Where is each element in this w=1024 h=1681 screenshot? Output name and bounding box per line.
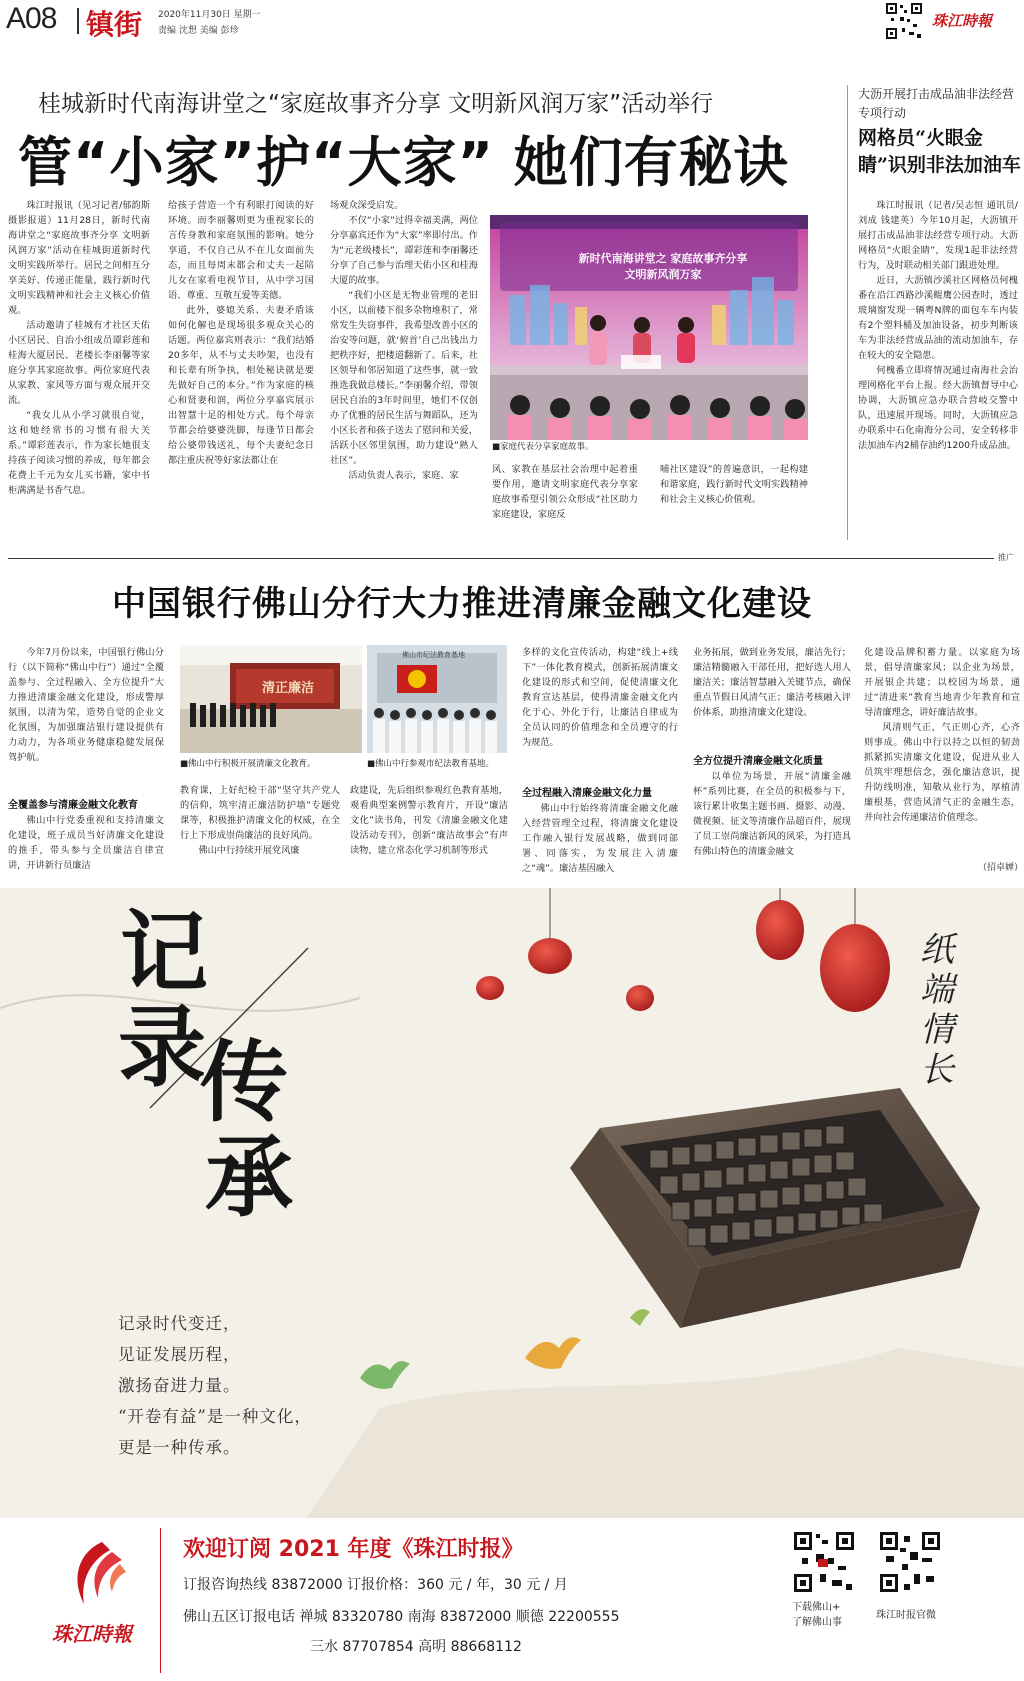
poster-char-3: 传: [200, 1030, 289, 1134]
bank-paragraph: 业务拓展，做到业务发展，廉洁先行；廉洁精髓融入干部任用，把好选人用人廉洁关；廉洁智慧融入关键节点，确保重点节假日风清气正；廉洁考核融入评价体系，助推清廉文化建设。: [693, 647, 851, 718]
paper-logo-icon: [62, 1538, 128, 1608]
masthead-qr-code: [885, 2, 923, 40]
lead-column-1: [8, 198, 150, 528]
bank-paragraph: 佛山中行党委重视和支持清廉文化建设，班子成员当好清廉文化建设的推手，带头参与全员廉洁自律宣讲，开讲新行员廉洁: [8, 815, 164, 871]
bank-subhead-3: 全方位提升清廉金融文化质量: [693, 756, 823, 767]
bank-paragraph: 今年7月份以来，中国银行佛山分行（以下简称“佛山中行”）通过“全覆盖参与、全过程融入、全方位提升”大力推进清廉金融文化建设，形成警厚氛围，以清为荣，造势自觉的企业文化氛围，为加强廉洁银行建设提供有力动力，为各项业务健康稳健发展保驾护航。: [8, 647, 164, 763]
bank-paragraph: 多样的文化宣传活动，构建“线上+线下”一体化教育模式，创新拓展清廉文化建设的形式和空间，促使清廉文化教育宣达基层，使得清廉金融文化内化于心、外化于行，让廉洁自律成为全员认同的价值理念和全员遵守的行为规范。: [522, 647, 678, 748]
movable-type-tray: [570, 1088, 980, 1328]
paper-logo-text: 珠江時報: [52, 1622, 132, 1646]
poem-line: 激扬奋进力量。: [118, 1376, 241, 1395]
bank-column-4: [522, 645, 678, 780]
bird-icon: [360, 1309, 650, 1389]
bank-column-1: [8, 645, 164, 763]
masthead-paper-logo: 珠江時報: [932, 12, 993, 30]
bank-subhead-2: 全过程融入清廉金融文化力量: [522, 788, 652, 799]
bank-paragraph: 佛山中行持续开展党风廉: [198, 845, 300, 856]
issue-date: 2020年11月30日 星期一: [158, 10, 261, 20]
app-qr-label-line2: 了解佛山事: [792, 1617, 842, 1628]
bank-paragraph: 佛山中行始终将清廉金融文化融入经营管理全过程，将清廉文化建设工作融入银行发展战略，做到同部署、同落实，为发展注入清廉之“魂”。廉洁基因融入: [522, 803, 678, 874]
poster-poem: [118, 1308, 312, 1463]
lead-paragraph: 珠江时报讯（见习记者/郁韵斯 摄影报道）11月28日，新时代南海讲堂之“家庭故事齐分享 文明新风润万家”活动在桂城街道新时代文明实践所举行。居民之间相互分享美好、传递正能量，践行新时代文明实践精神和社会主义核心价值观。: [8, 200, 150, 316]
lead-paragraph: 此外，婆媳关系、夫妻矛盾该如何化解也是现场很多观众关心的话题。两位嘉宾则表示：“我们结婚20多年，从不与丈夫吵架，也没有和长辈有所争执，相处秘诀就是要先做好自己的本分。”作为家庭的核心和贤妻和润，两位分享嘉宾展示出智慧十足的相处方式。每个母亲节都会给婆婆洗脚，每逢节日都会给公婆带钱送礼，每个夫妻纪念日都注重庆祝等好家法都让在: [168, 305, 314, 466]
subscription-poster: [0, 888, 1024, 1681]
subscription-hotline: 订报咨询热线 83872000 订报价格：360 元 / 年，30 元 / 月: [183, 1577, 568, 1593]
subscription-divider: [160, 1528, 161, 1673]
bank-paragraph: 以单位为场景，开展“清廉金融杯”系列比赛，在全员的积极参与下，该行累计收集主题书画、摄影、动漫、微视频、征文等清廉作品超百件，展现了员工崇尚廉洁新风的风采，为打造具有佛山特色的清廉金融文: [693, 771, 851, 857]
bank-caption-1: ■佛山中行积极开展清廉文化教育。: [180, 759, 316, 769]
lantern-icon: [476, 900, 890, 1012]
poster-seal-text: 纸端情长: [920, 930, 954, 1090]
bank-column-4b: [522, 801, 678, 875]
lead-photo-family-stories: [490, 215, 808, 440]
bank-paragraph: 化建设品牌积蓄力量。以家庭为场景，倡导清廉家风；以企业为场景，开展银企共建；以校园为场景，通过“清进来”教育当地青少年教育和宣导清廉理念，讲好廉洁故事。: [864, 647, 1020, 718]
lead-paragraph: 活动邀请了桂城有才社区天佑小区居民、自治小组成员谭彩莲和桂海大厦居民、老楼长李丽馨等家庭分享其家庭故事。两位家庭代表从家教、家风等方面与观众展开交流。: [8, 320, 150, 406]
wechat-qr-code[interactable]: [878, 1530, 942, 1594]
lead-paragraph: 不仅“小家”过得幸福美满，两位分享嘉宾还作为“大家”率即付出。作为“元老级楼长”，谭彩莲和李丽馨还分享了自己参与治理天佑小区和桂海大厦的故事。: [330, 215, 478, 286]
masthead: [0, 0, 1024, 46]
section-rule: [8, 558, 994, 559]
bank-photo-law-education-base: [367, 645, 507, 753]
bank-paragraph: 教育课，上好纪检干部“坚守共产党人的信仰，筑牢清正廉洁防护墙”专题党课等，积极推护清廉文化的权威，在全行上下形成崇尚廉洁的良好风尚。: [180, 785, 340, 841]
brief-body: [858, 198, 1018, 538]
lead-paragraph: 风、家教在基层社会治理中起着重要作用，邀请文明家庭代表分享家庭故事希望引领公众形成“社区助力家庭建设，家庭反: [492, 464, 638, 520]
bank-headline: 中国银行佛山分行大力推进清廉金融文化建设: [112, 584, 812, 624]
poster-char-1: 记: [120, 900, 209, 1004]
app-qr-label: [792, 1598, 840, 1613]
brief-paragraph: 珠江时报讯（记者/吴志恒 通讯员/刘成 钱建英）今年10月起，大沥镇开展打击成品油非法经营专项行动。大沥网格员“火眼金睛”，发现1起非法经营行为，及时联动相关部门跟进处理。: [858, 200, 1018, 271]
photo3-sign-text: 佛山市纪法教育基地: [402, 651, 465, 659]
lead-paragraph: “我们小区是无物业管理的老旧小区，以前楼下很多杂物堆积了，常常发生失窃事件，我希望改善小区的治安等问题，就‘俯首’自己出钱出力把秩序好，把楼道翻新了。后来，社区领导和邻居知道了这些事，就一致推选我做总楼长。”李丽馨介绍，带领居民自治的3年时间里，她们不仅创办了优雅的居民生活与舞蹈队，还为小区长者和孩子送去了慰问和关爱，活跃小区邻里氛围，助力建设“熟人社区”。: [330, 290, 478, 466]
lead-column-5: [660, 462, 808, 528]
editors-credit: 责编 沈想 美编 彭珍: [158, 26, 239, 36]
lead-paragraph: 给孩子营造一个有利眼打阅读的好环境。而李丽馨则更为重视家长的言传身教和家庭氛围的影响。她分享道，不仅自己从不在儿女面前失态，而且每周末都会和丈夫一起陪儿女在家看电视节目，从中学习国语、尊重、互敬互爱等美德。: [168, 200, 314, 301]
lead-headline: 管“小家”护“大家” 她们有秘诀: [18, 131, 789, 194]
poem-line: 记录时代变迁，: [118, 1314, 241, 1333]
poster-char-4: 承: [205, 1125, 294, 1229]
brief-paragraph: 何槐番立即将情况通过南海社会治理网格化平台上报。经大沥镇督导中心协调，大沥镇应急办联合营岐交警中队，迅速展开现场。同时，大沥镇应急办联系中石化南海分公司，安全转移非法加油车内2桶存油约1200升成品油。: [858, 365, 1018, 451]
lead-photo-caption: ■家庭代表分享家庭故事。: [492, 442, 594, 452]
lead-kicker: 桂城新时代南海讲堂之“家庭故事齐分享 文明新风润万家”活动举行: [38, 91, 714, 117]
lead-paragraph: 哺社区建设”的普遍意识，一起构建和谐家庭，践行新时代文明实践精神和社会主义核心价值观。: [660, 464, 808, 505]
bank-caption-2: ■佛山中行参观市纪法教育基地。: [367, 759, 495, 769]
bank-column-3: [350, 783, 508, 875]
lead-photo-banner-text: 新时代南海讲堂之 家庭故事齐分享 文明新风润万家: [578, 252, 748, 281]
app-qr-label-line1: 下载佛山+: [792, 1602, 841, 1613]
bank-column-6: [864, 645, 1020, 857]
subscription-band: [0, 1518, 1024, 1681]
lead-paragraph: 活动负责人表示，家庭、家: [348, 470, 459, 481]
brief-title: 网格员“火眼金睛”识别非法加油车: [858, 127, 1021, 176]
lead-column-4: [492, 462, 638, 528]
page-number: A08: [6, 2, 57, 35]
lead-paragraph: 场观众深受启发。: [330, 200, 404, 211]
section-name: 镇街: [86, 8, 143, 41]
brief-kicker: 大沥开展打击成品油非法经营专项行动: [858, 87, 1015, 120]
lead-column-2: [168, 198, 314, 528]
bank-column-2: [180, 783, 340, 875]
poem-line: “开卷有益”是一种文化，: [118, 1407, 312, 1426]
column-divider: [847, 85, 848, 540]
brief-paragraph: 近日，大沥镇沙溪社区网格员何槐番在沿江西路沙溪鲲鹰公园查时，透过玻璃窗发现一辆粤N牌的面包车车内装有2个塑料桶及加油设备，初步判断该车为非法经营成品油的流动加油车，存在较大的安全隐患。: [858, 275, 1018, 361]
bank-paragraph: 风清则气正，气正则心齐，心齐则事成。佛山中行以持之以恒的韧劲抓紧抓实清廉文化建设，促进从业人员筑牢理想信念，强化廉洁意识，提升防线明准，知敬从业行为，厚植清廉根基，营造风清气正的金融生态，并向社会传递廉洁价值理念。: [864, 722, 1020, 823]
subscription-title: 欢迎订阅 2021 年度《珠江时报》: [183, 1537, 524, 1562]
poem-line: 见证发展历程，: [118, 1345, 241, 1364]
bank-photo-integrity-education: [180, 645, 362, 753]
masthead-divider: [77, 8, 79, 34]
advertorial-label: 推广: [998, 553, 1014, 562]
poster-char-2: 录: [118, 995, 207, 1099]
bank-signoff: （招卓婵）: [978, 863, 1024, 873]
lead-paragraph: “我女儿从小学习就很自觉，这和她经常书的习惯有很大关系。”谭彩莲表示，作为家长她很支持孩子阅读习惯的养成，每年都会花费上千元为女儿买书籍，家中书柜满满是书香气息。: [8, 410, 150, 496]
lead-column-3: [330, 198, 478, 528]
bank-paragraph: 政建设，先后组织参观红色教育基地，观看典型案例警示教育片，开设“廉洁文化”读书角，刊发《清廉金融文化建设活动专刊》，创新“廉洁故事会”有声读物，建立常态化学习机制等形式: [350, 785, 508, 856]
photo2-sign-text: 清正廉洁: [262, 681, 315, 696]
wechat-qr-label: 珠江时报官微: [876, 1610, 936, 1621]
app-qr-code[interactable]: [792, 1530, 856, 1594]
subscription-district-phones-2: 三水 87707854 高明 88668112: [310, 1639, 522, 1655]
bank-column-1b: [8, 813, 164, 875]
bank-column-5b: [693, 769, 851, 875]
bank-column-5: [693, 645, 851, 735]
poem-line: 更是一种传承。: [118, 1438, 241, 1457]
bank-subhead-1: 全覆盖参与清廉金融文化教育: [8, 800, 138, 811]
subscription-district-phones: 佛山五区订报电话 禅城 83320780 南海 83872000 顺德 22200555: [183, 1609, 620, 1625]
